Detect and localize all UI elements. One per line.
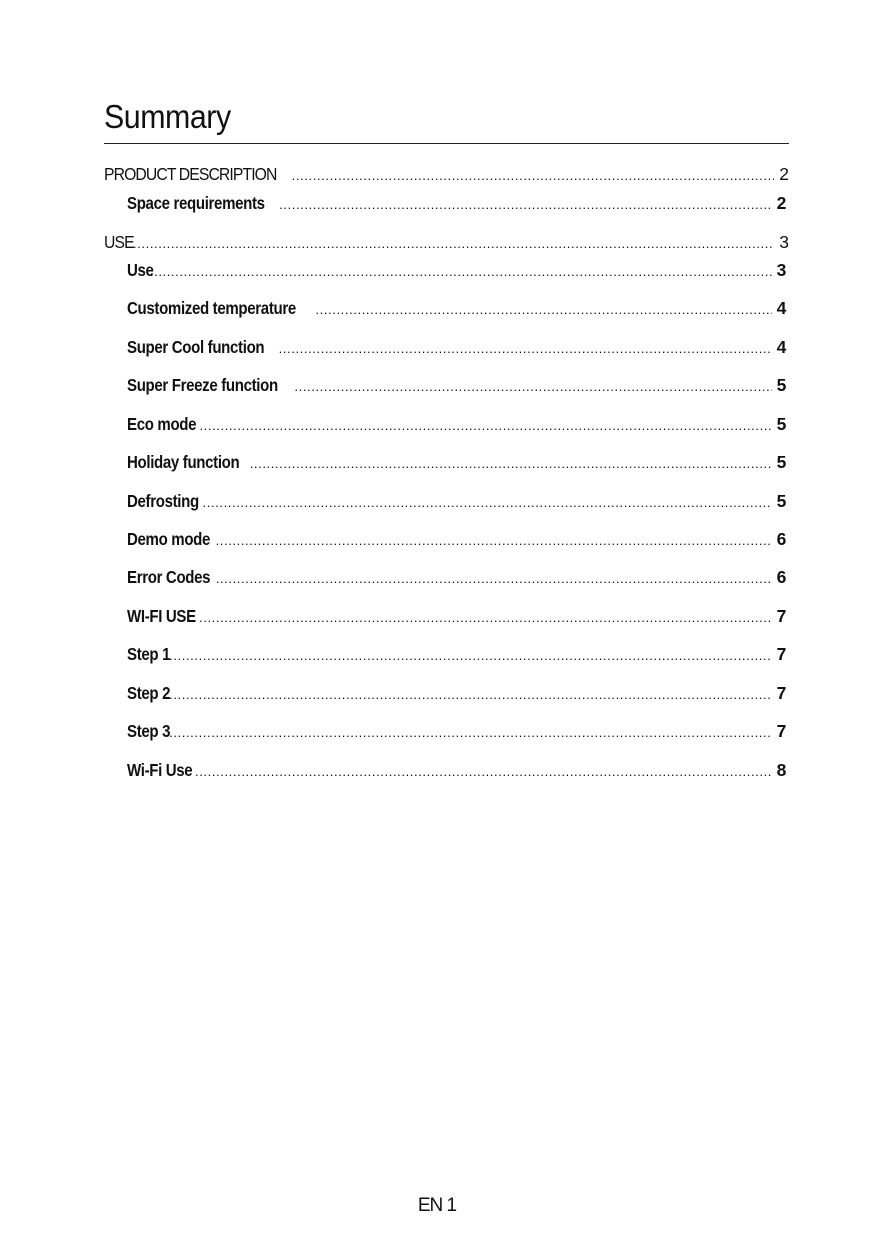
toc-entry-holiday-function[interactable] bbox=[127, 450, 786, 474]
toc-entry-super-cool-function[interactable] bbox=[127, 335, 786, 359]
toc-entry-page-number: 5 bbox=[776, 375, 786, 395]
dot-leader bbox=[195, 760, 772, 784]
toc-entry-wifi-use[interactable] bbox=[127, 758, 786, 782]
toc-entry-label: Step 3 bbox=[127, 721, 171, 741]
toc-entry-step-1[interactable] bbox=[127, 642, 786, 666]
toc-entry-page-number: 7 bbox=[776, 721, 786, 741]
toc-entry-page-number: 2 bbox=[779, 164, 788, 184]
dot-leader bbox=[250, 452, 772, 476]
toc-entry-label: Eco mode bbox=[127, 414, 197, 434]
dot-leader bbox=[203, 491, 772, 515]
toc-entry-defrosting[interactable] bbox=[127, 489, 786, 513]
dot-leader bbox=[279, 193, 772, 217]
dot-leader bbox=[133, 232, 774, 256]
page-footer: EN 1 bbox=[417, 1195, 457, 1216]
toc-entry-label: Step 2 bbox=[127, 683, 171, 703]
toc-entry-label: Super Cool function bbox=[127, 337, 265, 357]
toc-entry-step-3[interactable] bbox=[127, 719, 786, 743]
toc-entry-label: Use bbox=[127, 260, 154, 280]
toc-entry-use-section[interactable] bbox=[104, 230, 788, 254]
toc-entry-wifi-use-section[interactable] bbox=[127, 604, 786, 628]
toc-entry-label: Defrosting bbox=[127, 491, 199, 511]
page-title: Summary bbox=[104, 98, 231, 135]
toc-entry-super-freeze-function[interactable] bbox=[127, 373, 786, 397]
toc-entry-demo-mode[interactable] bbox=[127, 527, 786, 551]
dot-leader bbox=[169, 644, 772, 668]
dot-leader bbox=[216, 529, 772, 553]
toc-entry-page-number: 5 bbox=[776, 452, 786, 472]
toc-entry-page-number: 6 bbox=[776, 529, 786, 549]
dot-leader bbox=[292, 164, 774, 188]
toc-entry-label: Demo mode bbox=[127, 529, 211, 549]
dot-leader bbox=[216, 567, 772, 591]
toc-entry-label: Holiday function bbox=[127, 452, 240, 472]
toc-entry-label: Customized temperature bbox=[127, 298, 296, 318]
toc-entry-page-number: 7 bbox=[776, 683, 786, 703]
dot-leader bbox=[279, 337, 772, 361]
toc-entry-label: WI-FI USE bbox=[127, 606, 196, 626]
dot-leader bbox=[315, 298, 772, 322]
toc-entry-label: PRODUCT DESCRIPTION bbox=[104, 164, 277, 184]
dot-leader bbox=[199, 414, 772, 438]
toc-entry-page-number: 4 bbox=[776, 337, 786, 357]
toc-entry-space-requirements[interactable] bbox=[127, 191, 786, 215]
dot-leader bbox=[199, 606, 772, 630]
toc-entry-use[interactable] bbox=[127, 258, 786, 282]
toc-entry-label: Super Freeze function bbox=[127, 375, 278, 395]
toc-entry-eco-mode[interactable] bbox=[127, 412, 786, 436]
dot-leader bbox=[169, 721, 772, 745]
toc-entry-page-number: 2 bbox=[776, 193, 786, 213]
toc-entry-page-number: 3 bbox=[779, 232, 788, 252]
toc-entry-label: USE bbox=[104, 232, 134, 252]
toc-entry-product-description[interactable] bbox=[104, 162, 788, 186]
toc-entry-page-number: 6 bbox=[776, 567, 786, 587]
toc-entry-label: Wi-Fi Use bbox=[127, 760, 193, 780]
toc-entry-step-2[interactable] bbox=[127, 681, 786, 705]
toc-entry-page-number: 5 bbox=[776, 491, 786, 511]
dot-leader bbox=[150, 260, 772, 284]
toc-entry-error-codes[interactable] bbox=[127, 565, 786, 589]
dot-leader bbox=[169, 683, 772, 707]
toc-entry-page-number: 8 bbox=[776, 760, 786, 780]
toc-entry-customized-temperature[interactable] bbox=[127, 296, 786, 320]
toc-entry-page-number: 7 bbox=[776, 606, 786, 626]
toc-entry-label: Error Codes bbox=[127, 567, 211, 587]
toc-entry-page-number: 3 bbox=[776, 260, 786, 280]
dot-leader bbox=[294, 375, 772, 399]
toc-entry-page-number: 4 bbox=[776, 298, 786, 318]
toc-entry-page-number: 5 bbox=[776, 414, 786, 434]
toc-entry-label: Space requirements bbox=[127, 193, 265, 213]
toc-entry-page-number: 7 bbox=[776, 644, 786, 664]
toc-entry-label: Step 1 bbox=[127, 644, 171, 664]
